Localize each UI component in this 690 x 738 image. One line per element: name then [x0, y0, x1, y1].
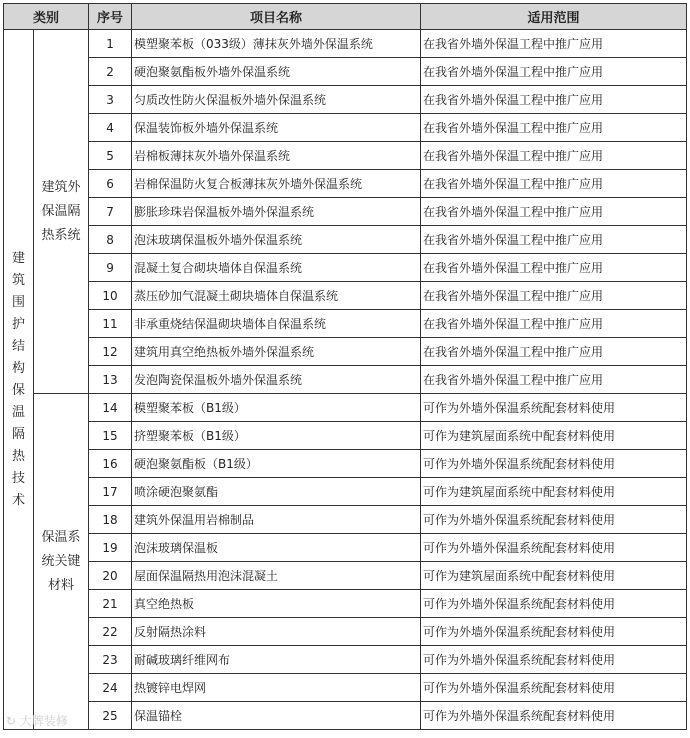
name-cell: 硬泡聚氨酯板外墙外保温系统: [132, 58, 421, 86]
table-row: [4, 646, 687, 674]
scope-cell: 在我省外墙外保温工程中推广应用: [421, 30, 687, 58]
name-cell: 挤塑聚苯板（B1级）: [132, 422, 421, 450]
index-cell: 19: [89, 534, 132, 562]
technology-table: [3, 3, 687, 730]
table-row: [4, 142, 687, 170]
table-body: [4, 30, 687, 730]
table-row: [4, 30, 687, 58]
table-row: [4, 450, 687, 478]
table-row: [4, 674, 687, 702]
scope-cell: 可作为建筑屋面系统中配套材料使用: [421, 562, 687, 590]
scope-cell: 可作为外墙外保温系统配套材料使用: [421, 702, 687, 730]
scope-cell: 在我省外墙外保温工程中推广应用: [421, 198, 687, 226]
index-cell: 24: [89, 674, 132, 702]
scope-cell: 可作为外墙外保温系统配套材料使用: [421, 534, 687, 562]
scope-cell: 在我省外墙外保温工程中推广应用: [421, 58, 687, 86]
scope-cell: 在我省外墙外保温工程中推广应用: [421, 310, 687, 338]
name-cell: 保温锚栓: [132, 702, 421, 730]
name-cell: 反射隔热涂料: [132, 618, 421, 646]
name-cell: 建筑用真空绝热板外墙外保温系统: [132, 338, 421, 366]
scope-cell: 可作为外墙外保温系统配套材料使用: [421, 618, 687, 646]
scope-cell: 可作为外墙外保温系统配套材料使用: [421, 506, 687, 534]
table-row: [4, 254, 687, 282]
sub-category-1-cell: [34, 30, 89, 394]
name-cell: 发泡陶瓷保温板外墙外保温系统: [132, 366, 421, 394]
scope-cell: 可作为外墙外保温系统配套材料使用: [421, 450, 687, 478]
table-row: [4, 338, 687, 366]
name-cell: 真空绝热板: [132, 590, 421, 618]
name-cell: 泡沫玻璃保温板: [132, 534, 421, 562]
table-row: [4, 478, 687, 506]
index-cell: 22: [89, 618, 132, 646]
table-row: [4, 226, 687, 254]
table-row: [4, 702, 687, 730]
table-row: [4, 86, 687, 114]
scope-cell: 在我省外墙外保温工程中推广应用: [421, 114, 687, 142]
category-main-cell: [4, 30, 34, 730]
scope-cell: 在我省外墙外保温工程中推广应用: [421, 86, 687, 114]
table-row: [4, 506, 687, 534]
index-cell: 1: [89, 30, 132, 58]
name-cell: 岩棉板薄抹灰外墙外保温系统: [132, 142, 421, 170]
name-cell: 硬泡聚氨酯板（B1级）: [132, 450, 421, 478]
index-cell: 7: [89, 198, 132, 226]
table-row: [4, 282, 687, 310]
index-cell: 18: [89, 506, 132, 534]
index-cell: 4: [89, 114, 132, 142]
scope-cell: 可作为建筑屋面系统中配套材料使用: [421, 422, 687, 450]
index-cell: 9: [89, 254, 132, 282]
index-cell: 10: [89, 282, 132, 310]
name-cell: 屋面保温隔热用泡沫混凝土: [132, 562, 421, 590]
table-row: [4, 58, 687, 86]
table-row: [4, 590, 687, 618]
scope-cell: 可作为外墙外保温系统配套材料使用: [421, 646, 687, 674]
table-row: [4, 422, 687, 450]
index-cell: 8: [89, 226, 132, 254]
header-name: 项目名称: [132, 4, 421, 30]
scope-cell: 在我省外墙外保温工程中推广应用: [421, 226, 687, 254]
index-cell: 12: [89, 338, 132, 366]
index-cell: 6: [89, 170, 132, 198]
name-cell: 混凝土复合砌块墙体自保温系统: [132, 254, 421, 282]
index-cell: 17: [89, 478, 132, 506]
watermark: ↻ 大牌装修: [6, 714, 68, 728]
name-cell: 非承重烧结保温砌块墙体自保温系统: [132, 310, 421, 338]
name-cell: 模塑聚苯板（B1级）: [132, 394, 421, 422]
index-cell: 2: [89, 58, 132, 86]
name-cell: 建筑外保温用岩棉制品: [132, 506, 421, 534]
scope-cell: 在我省外墙外保温工程中推广应用: [421, 282, 687, 310]
index-cell: 15: [89, 422, 132, 450]
scope-cell: 可作为建筑屋面系统中配套材料使用: [421, 478, 687, 506]
scope-cell: 在我省外墙外保温工程中推广应用: [421, 142, 687, 170]
name-cell: 岩棉保温防火复合板薄抹灰外墙外保温系统: [132, 170, 421, 198]
scope-cell: 可作为外墙外保温系统配套材料使用: [421, 590, 687, 618]
table-row: [4, 114, 687, 142]
table-row: [4, 562, 687, 590]
name-cell: 蒸压砂加气混凝土砌块墙体自保温系统: [132, 282, 421, 310]
name-cell: 泡沫玻璃保温板外墙外保温系统: [132, 226, 421, 254]
index-cell: 11: [89, 310, 132, 338]
watermark-icon: ↻: [6, 714, 20, 728]
table-row: [4, 170, 687, 198]
header-row: [4, 4, 687, 30]
scope-cell: 可作为外墙外保温系统配套材料使用: [421, 674, 687, 702]
name-cell: 耐碱玻璃纤维网布: [132, 646, 421, 674]
scope-cell: 在我省外墙外保温工程中推广应用: [421, 366, 687, 394]
table-row: [4, 534, 687, 562]
category-main-label: 建筑围护结构保温隔热技术: [11, 250, 25, 508]
name-cell: 热镀锌电焊网: [132, 674, 421, 702]
index-cell: 20: [89, 562, 132, 590]
index-cell: 25: [89, 702, 132, 730]
name-cell: 喷涂硬泡聚氨酯: [132, 478, 421, 506]
table-row: [4, 394, 687, 422]
index-cell: 14: [89, 394, 132, 422]
scope-cell: 在我省外墙外保温工程中推广应用: [421, 254, 687, 282]
index-cell: 5: [89, 142, 132, 170]
header-scope: 适用范围: [421, 4, 687, 30]
header-index: 序号: [89, 4, 132, 30]
index-cell: 13: [89, 366, 132, 394]
sub-category-2-label: 保温系统关键材料: [41, 529, 81, 593]
sub-category-1-label: 建筑外保温隔热系统: [41, 179, 81, 243]
index-cell: 21: [89, 590, 132, 618]
table-row: [4, 366, 687, 394]
header-category: 类别: [4, 4, 89, 30]
table-row: [4, 198, 687, 226]
index-cell: 3: [89, 86, 132, 114]
name-cell: 匀质改性防火保温板外墙外保温系统: [132, 86, 421, 114]
name-cell: 保温装饰板外墙外保温系统: [132, 114, 421, 142]
index-cell: 23: [89, 646, 132, 674]
index-cell: 16: [89, 450, 132, 478]
table-row: [4, 618, 687, 646]
sub-category-2-cell: [34, 394, 89, 730]
table-row: [4, 310, 687, 338]
scope-cell: 可作为外墙外保温系统配套材料使用: [421, 394, 687, 422]
scope-cell: 在我省外墙外保温工程中推广应用: [421, 338, 687, 366]
name-cell: 模塑聚苯板（033级）薄抹灰外墙外保温系统: [132, 30, 421, 58]
scope-cell: 在我省外墙外保温工程中推广应用: [421, 170, 687, 198]
name-cell: 膨胀珍珠岩保温板外墙外保温系统: [132, 198, 421, 226]
